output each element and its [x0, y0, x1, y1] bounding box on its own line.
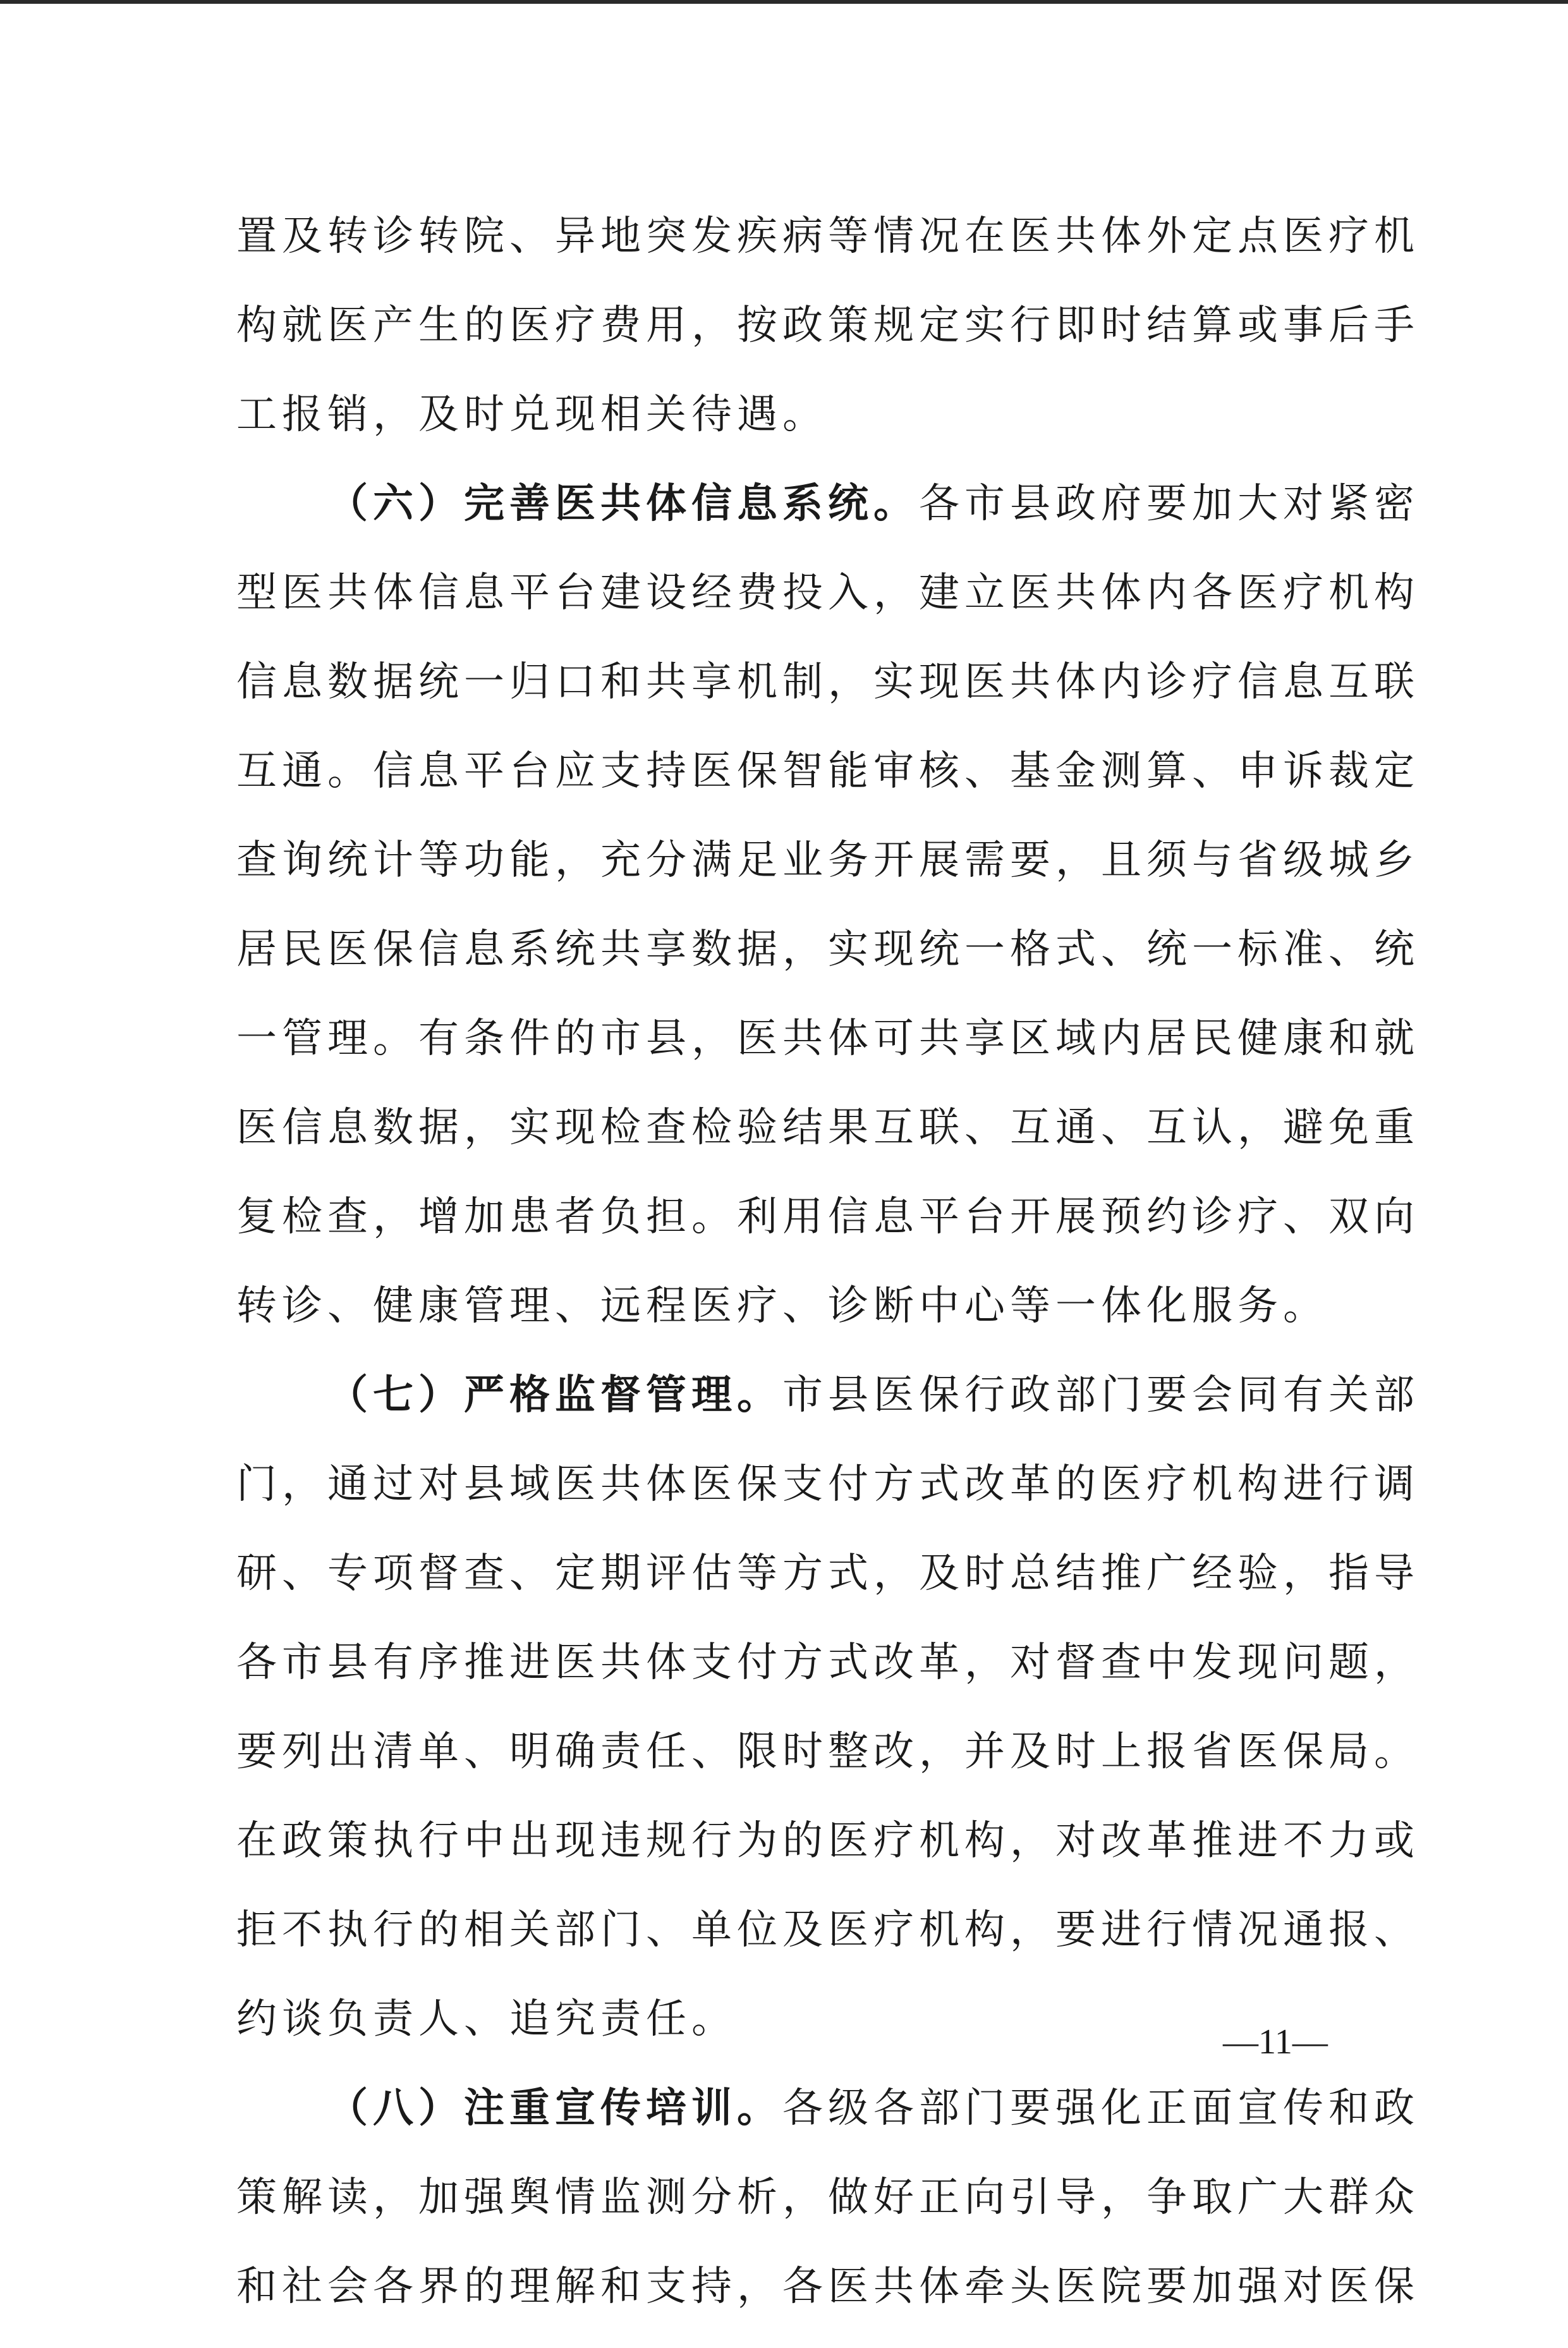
text-run: 各级各部门要强化正面宣传和政: [782, 2085, 1419, 2132]
text-line: 置及转诊转院、异地突发疾病等情况在医共体外定点医疗机: [236, 213, 1419, 260]
text-line: 医信息数据，实现检查检验结果互联、互通、互认，避免重: [236, 1104, 1419, 1151]
text-line: 拒不执行的相关部门、单位及医疗机构，要进行情况通报、: [236, 1907, 1419, 1954]
text-line: 在政策执行中出现违规行为的医疗机构，对改革推进不力或: [236, 1818, 1419, 1864]
text-line: 构就医产生的医疗费用，按政策规定实行即时结算或事后手: [236, 302, 1419, 349]
text-line: 转诊、健康管理、远程医疗、诊断中心等一体化服务。: [236, 1283, 1328, 1330]
text-line: 复检查，增加患者负担。利用信息平台开展预约诊疗、双向: [236, 1194, 1419, 1240]
text-line: 门，通过对县域医共体医保支付方式改革的医疗机构进行调: [236, 1461, 1419, 1508]
section-heading-8: （八）注重宣传培训。: [327, 2085, 782, 2132]
section-heading-6: （六）完善医共体信息系统。: [327, 480, 919, 527]
text-line: 互通。信息平台应支持医保智能审核、基金测算、申诉裁定: [236, 748, 1419, 795]
text-line: 各市县有序推进医共体支付方式改革，对督查中发现问题，: [236, 1639, 1419, 1686]
text-line: 信息数据统一归口和共享机制，实现医共体内诊疗信息互联: [236, 659, 1419, 706]
scan-top-edge: [0, 0, 1568, 4]
text-run: 各市县政府要加大对紧密: [919, 480, 1419, 527]
text-line: 查询统计等功能，充分满足业务开展需要，且须与省级城乡: [236, 837, 1419, 884]
section-heading-7: （七）严格监督管理。: [327, 1372, 782, 1419]
text-line: 和社会各界的理解和支持，各医共体牵头医院要加强对医保: [236, 2263, 1419, 2310]
text-line: 一管理。有条件的市县，医共体可共享区域内居民健康和就: [236, 1015, 1419, 1062]
text-line: [236, 476, 1419, 565]
paragraph-supervision: [236, 1367, 1419, 2081]
paragraph-publicity: [236, 2081, 1419, 2348]
text-line: 型医共体信息平台建设经费投入，建立医共体内各医疗机构: [236, 570, 1419, 616]
text-line: [236, 2081, 1419, 2170]
text-run: 市县医保行政部门要会同有关部: [782, 1372, 1419, 1419]
text-line: 居民医保信息系统共享数据，实现统一格式、统一标准、统: [236, 926, 1419, 973]
page-number: —11—: [1223, 2022, 1328, 2062]
text-line: 要列出清单、明确责任、限时整改，并及时上报省医保局。: [236, 1728, 1419, 1775]
text-line: 工报销，及时兑现相关待遇。: [236, 391, 828, 438]
document-body: [236, 209, 1419, 2348]
paragraph-transfer-settlement: [236, 209, 1419, 476]
text-line: 策解读，加强舆情监测分析，做好正向引导，争取广大群众: [236, 2174, 1419, 2221]
text-line: [236, 1367, 1419, 1457]
text-line: 约谈负责人、追究责任。: [236, 1996, 737, 2043]
text-line: 研、专项督查、定期评估等方式，及时总结推广经验，指导: [236, 1550, 1419, 1597]
paragraph-info-system: [236, 476, 1419, 1367]
